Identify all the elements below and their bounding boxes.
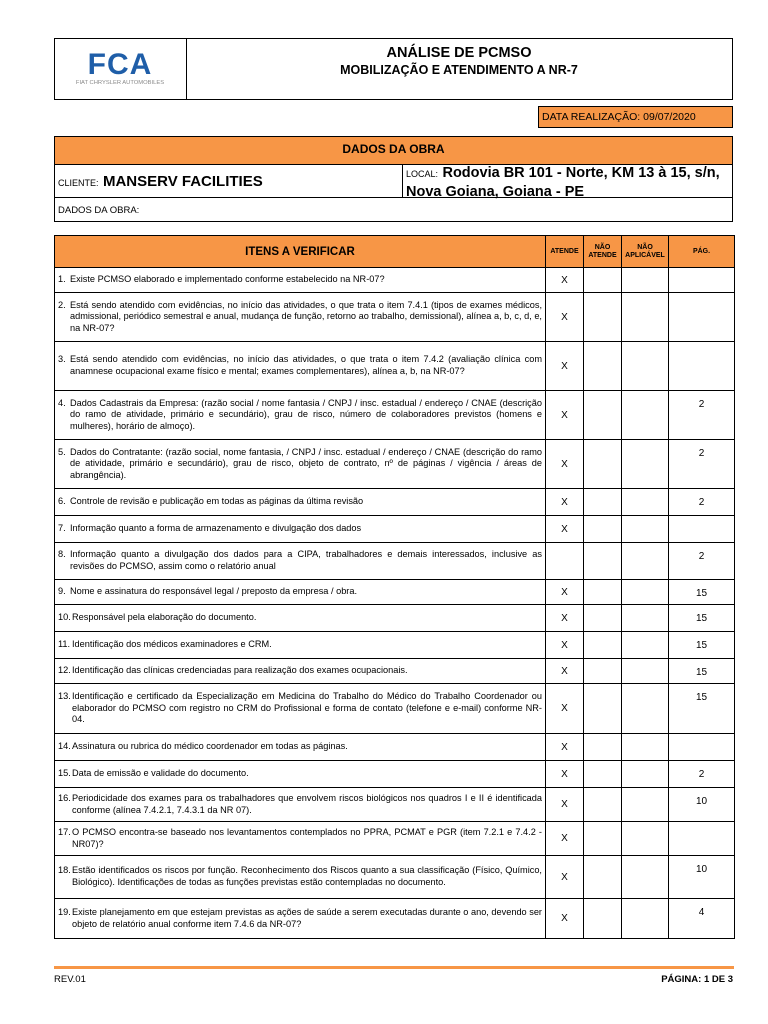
logo-subtext: FIAT CHRYSLER AUTOMOBILES [75, 80, 165, 86]
table-row [55, 543, 735, 580]
page-ref-cell [669, 734, 735, 761]
nao-aplicavel-cell [622, 856, 669, 899]
item-number: 12. [58, 665, 71, 676]
item-number: 4. [58, 397, 66, 408]
page-subtitle: MOBILIZAÇÃO E ATENDIMENTO A NR-7 [340, 63, 578, 77]
items-table [54, 235, 735, 939]
item-text: Dados Cadastrais da Empresa: (razão social / nome fantasia / CNPJ / insc. estadual / endereço / CNAE (descrição do ramo de atividade, primário e secundário), grau de risco, número de colaboradores previstos (homens e mulheres), horário de almoço). [70, 397, 542, 431]
nao-aplicavel-cell [622, 788, 669, 822]
page-ref-cell: 10 [669, 788, 735, 822]
item-number: 10. [58, 612, 71, 623]
item-text-cell [55, 632, 546, 659]
document-header [54, 38, 733, 100]
nao-aplicavel-cell [622, 659, 669, 684]
nao-atende-cell [584, 632, 622, 659]
atende-cell: X [546, 761, 584, 788]
nao-atende-cell [584, 605, 622, 632]
col-header-nao-atende: NÃO ATENDE [584, 236, 622, 268]
nao-aplicavel-cell [622, 605, 669, 632]
item-text-cell [55, 342, 546, 391]
item-number: 15. [58, 768, 71, 779]
table-row [55, 268, 735, 293]
item-text: Existe planejamento em que estejam previstas as ações de saúde a serem executadas durante o ano, devendo ser objeto de relatório anual conforme item 7.4.6 da NR-07? [72, 906, 542, 929]
table-row [55, 822, 735, 856]
item-number: 6. [58, 496, 66, 507]
item-text: Nome e assinatura do responsável legal / preposto da empresa / obra. [70, 586, 358, 597]
table-row [55, 659, 735, 684]
atende-cell: X [546, 440, 584, 489]
nao-atende-cell [584, 761, 622, 788]
item-number: 5. [58, 446, 66, 457]
obra-section [54, 136, 733, 222]
date-label: DATA REALIZAÇÃO: 09/07/2020 [538, 106, 733, 128]
table-row [55, 516, 735, 543]
nao-aplicavel-cell [622, 684, 669, 734]
atende-cell: X [546, 684, 584, 734]
nao-atende-cell [584, 489, 622, 516]
nao-aplicavel-cell [622, 899, 669, 939]
item-text-cell [55, 684, 546, 734]
nao-aplicavel-cell [622, 632, 669, 659]
item-text-cell [55, 788, 546, 822]
page-ref-cell: 15 [669, 580, 735, 605]
table-row [55, 605, 735, 632]
revision-label: REV.01 [54, 974, 86, 985]
item-text: Informação quanto a forma de armazenamento e divulgação dos dados [70, 523, 362, 534]
page-number: PÁGINA: 1 DE 3 [661, 974, 733, 985]
item-text-cell [55, 822, 546, 856]
nao-aplicavel-cell [622, 342, 669, 391]
table-row [55, 489, 735, 516]
table-row [55, 580, 735, 605]
page-ref-cell: 2 [669, 761, 735, 788]
item-text: Identificação das clínicas credenciadas para realização dos exames ocupacionais. [72, 665, 408, 676]
item-text: Está sendo atendido com evidências, no início das atividades, o que trata o item 7.4.1 (tipos de exames médicos, admissional, periódico semestral e anual, mudança de função, retorno ao trabalho, demissional), alínea a, b, c, d, e, na NR-07? [70, 299, 542, 333]
atende-cell: X [546, 268, 584, 293]
atende-cell: X [546, 788, 584, 822]
item-text: Informação quanto a divulgação dos dados para a CIPA, trabalhadores e demais interessados, inclusive as revisões do PCMSO, assim como o relatório anual [70, 549, 542, 571]
cliente-label: CLIENTE: [58, 178, 99, 188]
page-ref-cell: 2 [669, 489, 735, 516]
atende-cell: X [546, 822, 584, 856]
local-label: LOCAL: [406, 169, 439, 179]
page-ref-cell: 15 [669, 684, 735, 734]
atende-cell: X [546, 391, 584, 440]
page-ref-cell [669, 516, 735, 543]
item-text-cell [55, 440, 546, 489]
nao-aplicavel-cell [622, 761, 669, 788]
item-number: 9. [58, 586, 66, 597]
nao-atende-cell [584, 580, 622, 605]
item-text: Controle de revisão e publicação em todas as páginas da última revisão [70, 496, 364, 507]
nao-atende-cell [584, 856, 622, 899]
logo-letters: FCA [87, 48, 153, 81]
page-ref-cell [669, 293, 735, 342]
item-text-cell [55, 734, 546, 761]
nao-atende-cell [584, 543, 622, 580]
atende-cell: X [546, 516, 584, 543]
item-text-cell [55, 489, 546, 516]
nao-atende-cell [584, 788, 622, 822]
item-text-cell [55, 761, 546, 788]
table-row [55, 734, 735, 761]
dados-obra-label: DADOS DA OBRA: [58, 205, 140, 216]
nao-aplicavel-cell [622, 580, 669, 605]
item-text-cell [55, 293, 546, 342]
page-ref-cell: 15 [669, 605, 735, 632]
nao-aplicavel-cell [622, 391, 669, 440]
item-text: Periodicidade dos exames para os trabalhadores que envolvem riscos biológicos nos quadros I e II é identificada conforme (alínea 7.4.2.1, 7.4.3.1 da NR 07). [72, 792, 542, 815]
atende-cell: X [546, 632, 584, 659]
page-ref-cell: 2 [669, 543, 735, 580]
atende-cell: X [546, 899, 584, 939]
nao-aplicavel-cell [622, 268, 669, 293]
page-ref-cell: 2 [669, 440, 735, 489]
nao-atende-cell [584, 293, 622, 342]
item-number: 18. [58, 865, 71, 876]
item-text-cell [55, 899, 546, 939]
page-ref-cell: 2 [669, 391, 735, 440]
local-cell [402, 164, 732, 200]
table-row [55, 391, 735, 440]
atende-cell [546, 543, 584, 580]
fca-logo [55, 39, 186, 99]
item-text: Assinatura ou rubrica do médico coordenador em todas as páginas. [72, 741, 348, 752]
item-number: 7. [58, 523, 66, 534]
item-number: 14. [58, 741, 71, 752]
title-cell [186, 39, 732, 99]
cliente-value: MANSERV FACILITIES [102, 173, 263, 190]
col-header-itens: ITENS A VERIFICAR [55, 236, 546, 268]
item-number: 19. [58, 906, 71, 917]
nao-atende-cell [584, 440, 622, 489]
nao-aplicavel-cell [622, 734, 669, 761]
item-text: Estão identificados os riscos por função. Reconhecimento dos Riscos quanto a sua classificação (Físico, Químico, Biológico). Identificações de todas as funções previstas estão contempladas no documento. [72, 865, 542, 887]
table-row [55, 856, 735, 899]
table-row [55, 899, 735, 939]
item-text-cell [55, 605, 546, 632]
table-row [55, 632, 735, 659]
item-text: Responsável pela elaboração do documento. [72, 612, 257, 623]
col-header-nao-aplicavel: NÃO APLICÁVEL [622, 236, 669, 268]
nao-atende-cell [584, 342, 622, 391]
nao-aplicavel-cell [622, 489, 669, 516]
atende-cell: X [546, 580, 584, 605]
atende-cell: X [546, 489, 584, 516]
item-text: Identificação e certificado da Especialização em Medicina do Trabalho do Médico do Trabalho Coordenador ou elaborador do PCMSO com registro no CRM do Profissional e forma de contato (telefone e e-mail) conforme NR-04. [72, 691, 542, 725]
nao-atende-cell [584, 516, 622, 543]
item-number: 13. [58, 691, 71, 702]
item-number: 17. [58, 826, 71, 837]
page-ref-cell [669, 268, 735, 293]
page-ref-cell: 15 [669, 659, 735, 684]
nao-aplicavel-cell [622, 543, 669, 580]
obra-section-title: DADOS DA OBRA [55, 137, 732, 165]
nao-atende-cell [584, 391, 622, 440]
item-text-cell [55, 856, 546, 899]
col-header-atende: ATENDE [546, 236, 584, 268]
item-text-cell [55, 516, 546, 543]
atende-cell: X [546, 605, 584, 632]
nao-aplicavel-cell [622, 516, 669, 543]
item-text-cell [55, 391, 546, 440]
table-row [55, 684, 735, 734]
item-number: 1. [58, 274, 66, 285]
item-number: 16. [58, 792, 71, 803]
col-header-pag: PÁG. [669, 236, 735, 268]
table-row [55, 761, 735, 788]
cliente-cell [55, 164, 403, 197]
table-row [55, 342, 735, 391]
nao-aplicavel-cell [622, 822, 669, 856]
page-ref-cell: 10 [669, 856, 735, 899]
page-ref-cell [669, 342, 735, 391]
page-ref-cell: 4 [669, 899, 735, 939]
item-number: 3. [58, 354, 66, 365]
atende-cell: X [546, 342, 584, 391]
local-value: Rodovia BR 101 - Norte, KM 13 à 15, s/n, Nova Goiana, Goiana - PE [406, 165, 720, 200]
atende-cell: X [546, 734, 584, 761]
table-header-row [55, 236, 735, 268]
atende-cell: X [546, 659, 584, 684]
nao-atende-cell [584, 899, 622, 939]
item-text-cell [55, 543, 546, 580]
dados-obra-row [55, 197, 732, 229]
item-text-cell [55, 268, 546, 293]
nao-atende-cell [584, 659, 622, 684]
page-title: ANÁLISE DE PCMSO [386, 45, 532, 61]
nao-atende-cell [584, 734, 622, 761]
page-ref-cell [669, 822, 735, 856]
item-text-cell [55, 580, 546, 605]
nao-atende-cell [584, 684, 622, 734]
item-text: Dados do Contratante: (razão social, nome fantasia, / CNPJ / insc. estadual / endereço / CNAE (descrição do ramo de atividade, primário e secundário), grau de risco, objeto de contrato, nº de páginas / vigência / áreas de abrangência). [70, 446, 542, 480]
item-text: Data de emissão e validade do documento. [72, 768, 249, 779]
footer-divider [54, 966, 734, 969]
page-ref-cell: 15 [669, 632, 735, 659]
item-text: Existe PCMSO elaborado e implementado conforme estabelecido na NR-07? [70, 274, 385, 285]
item-number: 11. [58, 639, 71, 650]
item-number: 2. [58, 299, 66, 310]
item-text: Identificação dos médicos examinadores e CRM. [72, 639, 272, 650]
table-row [55, 293, 735, 342]
table-row [55, 440, 735, 489]
atende-cell: X [546, 856, 584, 899]
logo-cell [55, 39, 187, 99]
item-text: O PCMSO encontra-se baseado nos levantamentos contemplados no PPRA, PCMAT e PGR (item 7.2.1 e 7.4.2 - NR07)? [72, 826, 542, 849]
table-row [55, 788, 735, 822]
nao-aplicavel-cell [622, 440, 669, 489]
atende-cell: X [546, 293, 584, 342]
item-text-cell [55, 659, 546, 684]
item-number: 8. [58, 549, 66, 560]
nao-aplicavel-cell [622, 293, 669, 342]
nao-atende-cell [584, 822, 622, 856]
nao-atende-cell [584, 268, 622, 293]
item-text: Está sendo atendido com evidências, no início das atividades, o que trata o item 7.4.2 (avaliação clínica com anamnese ocupacional exame físico e mental; exames complementares), alínea a, b, na NR-07? [70, 354, 542, 376]
